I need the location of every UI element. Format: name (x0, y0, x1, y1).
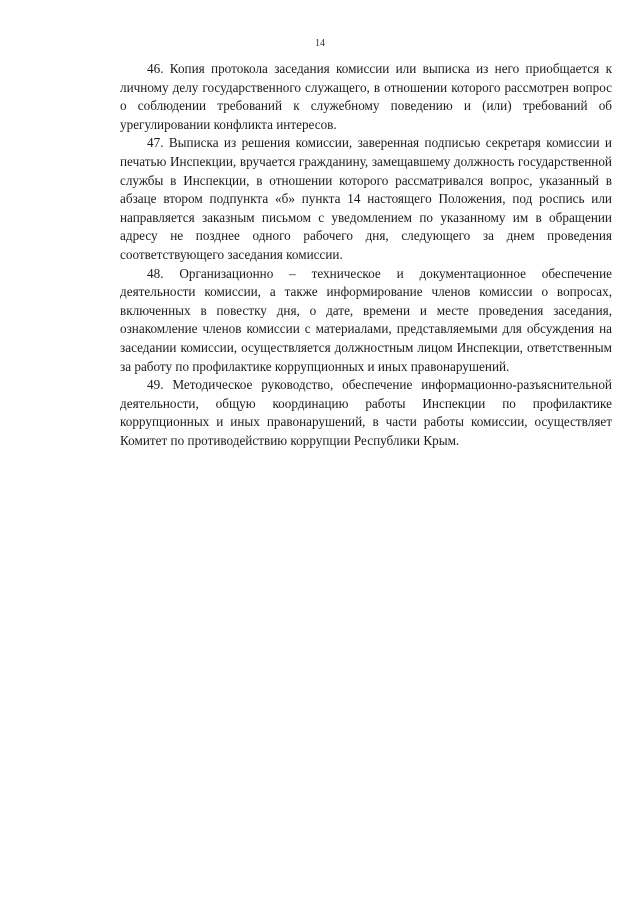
paragraph-48: 48. Организационно – техническое и документационное обеспечение деятельности комиссии, а также информирование членов комиссии о вопросах, включенных в повестку дня, о дате, времени и месте проведения заседания, ознакомление членов комиссии с материалами, представляемыми для обсуждения на заседании комиссии, осуществляется должностным лицом Инспекции, ответственным за работу по профилактике коррупционных и иных правонарушений. (120, 265, 612, 374)
page-number: 14 (315, 38, 325, 49)
paragraph-47: 47. Выписка из решения комиссии, заверенная подписью секретаря комиссии и печатью Инспекции, вручается гражданину, замещавшему должность государственной службы в Инспекции, в отношении которого рассматривался вопрос, указанный в абзаце втором подпункта «б» пункта 14 настоящего Положения, под роспись или направляется заказным письмом с уведомлением по указанному им в обращении адресу не позднее одного рабочего дня, следующего за днем проведения соответствующего заседания комиссии. (120, 135, 612, 262)
document-body (120, 60, 612, 450)
paragraph-46: 46. Копия протокола заседания комиссии или выписка из него приобщается к личному делу государственного служащего, в отношении которого рассмотрен вопрос о соблюдении требований к служебному поведению и (или) требований об урегулировании конфликта интересов. (120, 61, 612, 132)
paragraph-49: 49. Методическое руководство, обеспечение информационно-разъяснительной деятельности, общую координацию работы Инспекции по профилактике коррупционных и иных правонарушений, в части работы комиссии, осуществляет Комитет по противодействию коррупции Республики Крым. (120, 377, 612, 448)
